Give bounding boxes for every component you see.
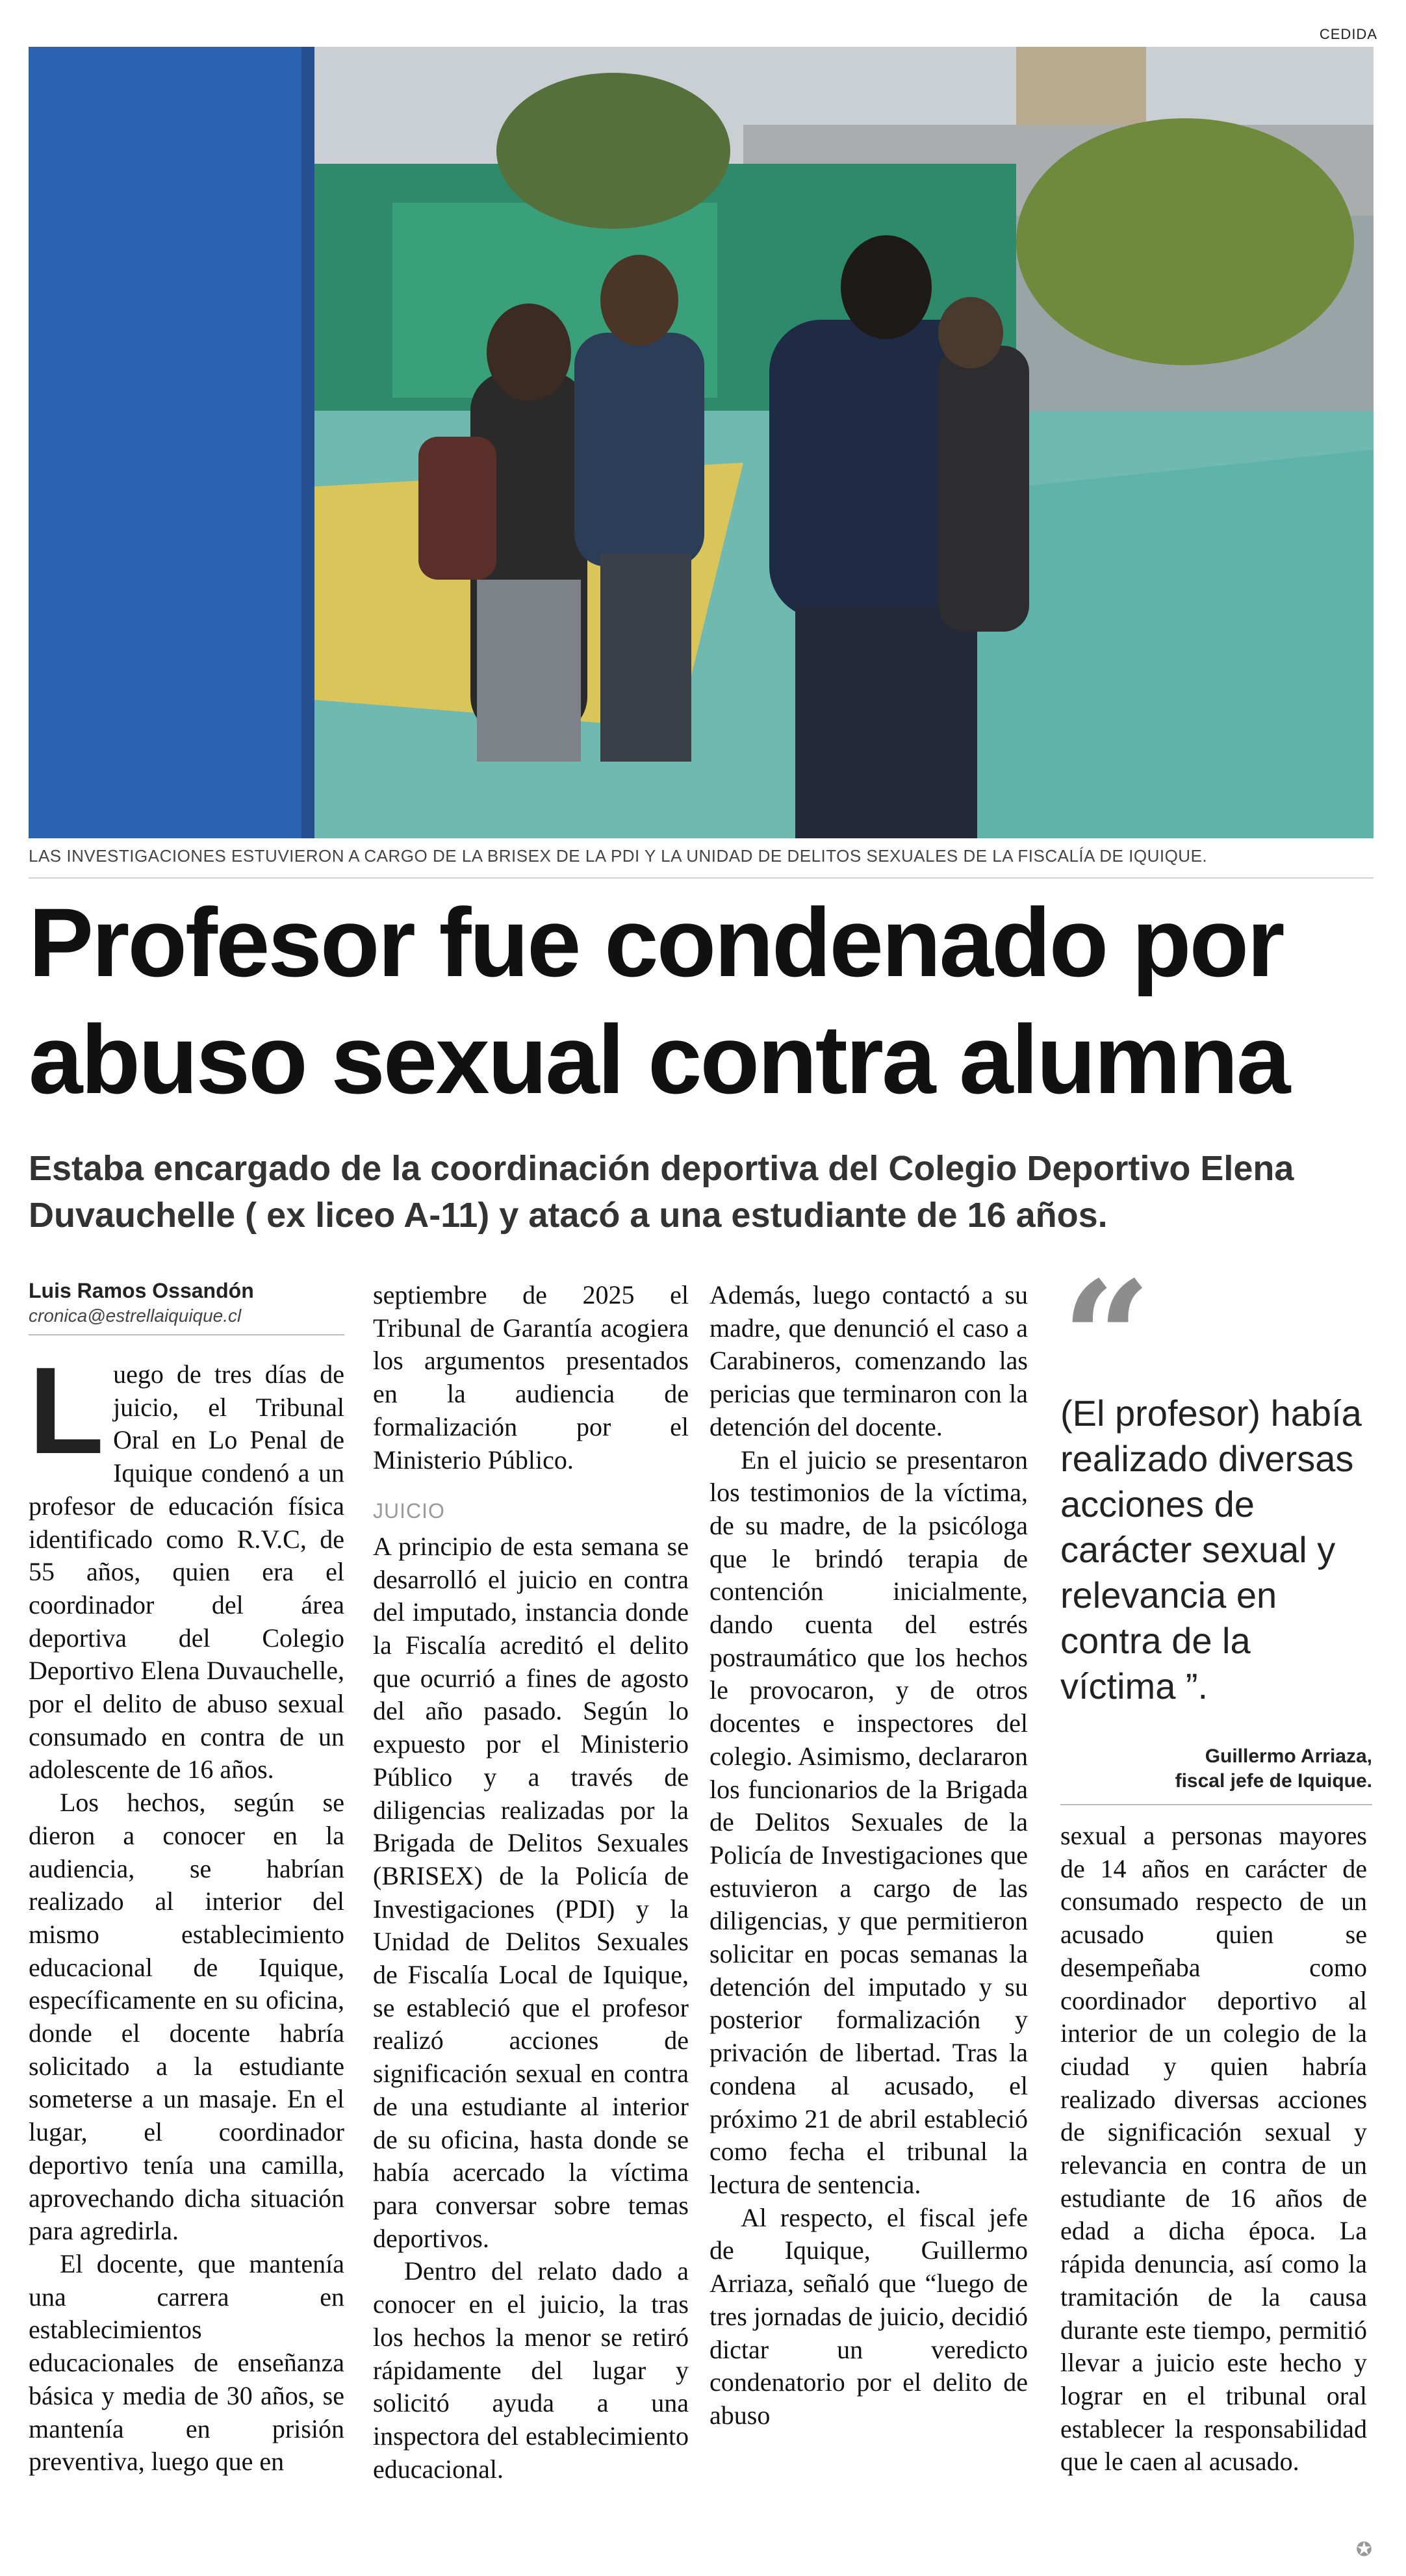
article-paragraph: A principio de esta semana se desarrolló el juicio en contra del imputado, instancia donde la Fiscalía acreditó el delito que ocurrió a fines de agosto del año pasado. Según lo expuesto por el Ministerio Público y a través de diligencias realizadas por la Brigada de Delitos Sexuales (BRISEX) de la Policía de Investigaciones (PDI) y la Unidad de Delitos Sexuales de Fiscalía Local de Iquique, se estableció que el profesor realizó acciones de significación sexual en contra de una estudiante al interior de su oficina, hasta donde se había acercado la víctima para conversar sobre temas deportivos. — [373, 1531, 689, 2253]
article-column-3 — [709, 1279, 1028, 2432]
headline-line-2: abuso sexual contra alumna — [29, 1005, 1289, 1114]
byline — [29, 1279, 344, 1335]
quote-author-role: fiscal jefe de Iquique. — [1175, 1770, 1372, 1792]
section-heading: JUICIO — [373, 1499, 445, 1523]
author-email: cronica@estrellaiquique.cl — [29, 1306, 242, 1326]
headline — [29, 884, 1380, 1118]
quote-divider — [1060, 1804, 1372, 1805]
quote-mark-icon: “ — [1062, 1274, 1152, 1384]
end-of-article-icon: ✪ — [1355, 2538, 1372, 2561]
article-paragraph: El docente, que mantenía una carrera en establecimientos educacionales de enseñanza básica y media de 30 años, se mantenía en prisión preventiva, luego que en — [29, 2248, 344, 2477]
news-photo — [29, 47, 1374, 838]
article-paragraph: En el juicio se presentaron los testimonios de la víctima, de su madre, de la psicóloga que le brindó terapia de contención inicialmente, dando cuenta del estrés postraumático que los hechos le provocaron, y de otros docentes e inspectores del colegio. Asimismo, declararon los funcionarios de la Brigada de Delitos Sexuales de la Policía de Investigaciones que estuvieron a cargo de las diligencias, y que permitieron solicitar en pocas semanas la detención del imputado y su posterior formalización y privación de libertad. Tras la condena al acusado, el próximo 21 de abril estableció como fecha el tribunal la lectura de sentencia. — [709, 1445, 1028, 2199]
subtitle: Estaba encargado de la coordinación deportiva del Colegio Deportivo Elena Duvauchelle ( ex liceo A-11) y atacó a una estudiante de 16 años. — [29, 1149, 1294, 1235]
photo-caption: LAS INVESTIGACIONES ESTUVIERON A CARGO DE LA BRISEX DE LA PDI Y LA UNIDAD DE DELITOS SEXUALES DE LA FISCALÍA DE IQUIQUE. — [29, 846, 1208, 866]
article-paragraph: Dentro del relato dado a conocer en el juicio, la tras los hechos la menor se retiró rápidamente del lugar y solicitó ayuda a una inspectora del establecimiento educacional. — [373, 2256, 689, 2484]
headline-line-1: Profesor fue condenado por — [29, 888, 1283, 997]
caption-divider — [29, 877, 1374, 879]
author-name: Luis Ramos Ossandón — [29, 1279, 254, 1302]
article-paragraph — [29, 1342, 344, 1786]
paragraph-text: uego de tres días de juicio, el Tribunal Oral en Lo Penal de Iquique condenó a un profesor de educación física identificado como R.V.C, de 55 años, quien era el coordinador del área deportiva del Colegio Deportivo Elena Duvauchelle, por el delito de abuso sexual consumado en contra de un adolescente de 16 años. — [29, 1359, 344, 1784]
photo-credit: CEDIDA — [1319, 26, 1377, 42]
quote-author-name: Guillermo Arriaza, — [1205, 1745, 1372, 1767]
quote-attribution — [1060, 1744, 1372, 1794]
drop-cap: L — [29, 1342, 105, 1480]
schoolyard-photo-illustration — [29, 47, 1374, 838]
quote-text: (El profesor) había realizado diversas acciones de carácter sexual y relevancia en contra de la víctima ”. — [1060, 1393, 1362, 1707]
byline-divider — [29, 1334, 344, 1335]
article-paragraph: Además, luego contactó a su madre, que denunció el caso a Carabineros, comenzando las pericias que terminaron con la detención del docente. — [709, 1280, 1028, 1441]
article-paragraph: Al respecto, el fiscal jefe de Iquique, Guillermo Arriaza, señaló que “luego de tres jornadas de juicio, decidió dictar un veredicto condenatorio por el delito de abuso — [709, 2202, 1028, 2430]
article-paragraph: septiembre de 2025 el Tribunal de Garantía acogiera los argumentos presentados en la audiencia de formalización por el Ministerio Público. — [373, 1280, 689, 1475]
article-paragraph: Los hechos, según se dieron a conocer en la audiencia, se habrían realizado al interior del mismo establecimiento educacional de Iquique, específicamente en su oficina, donde el docente habría solicitado a la estudiante someterse a un masaje. En el lugar, el coordinador deportivo tenía una camilla, aprovechando dicha situación para agredirla. — [29, 1788, 344, 2246]
article-column-1 — [29, 1342, 344, 2479]
article-paragraph: sexual a personas mayores de 14 años en carácter de consumado respecto de un acusado quien se desempeñaba como coordinador deportivo al interior de un colegio de la ciudad y quien habría realizado diversas acciones de significación sexual y relevancia en contra de un estudiante de 16 años de edad a dicha época. La rápida denuncia, así como la tramitación de la causa durante este tiempo, permitió llevar a juicio este hecho y lograr en el tribunal oral establecer la responsabilidad que le caen al acusado. — [1060, 1821, 1367, 2477]
pull-quote — [1060, 1274, 1372, 1794]
article-column-4 — [1060, 1820, 1367, 2479]
article-column-2 — [373, 1279, 689, 2486]
